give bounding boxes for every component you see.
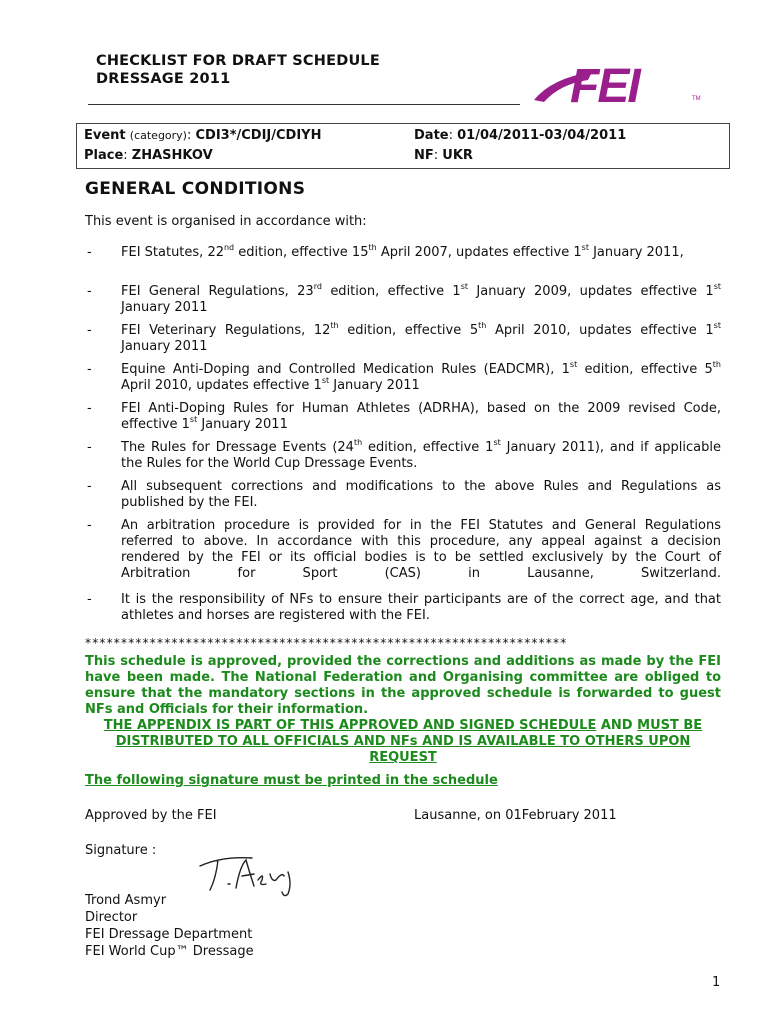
nf-field: NF: UKR [414,148,473,163]
signatory-title: Director [85,910,138,925]
ordinal-suffix: st [713,321,721,330]
signature-notice-text: The following signature must be printed in the schedule [85,773,498,788]
text-segment: edition, effective 5 [338,323,479,338]
place-label: Place [84,148,124,163]
text-segment: edition, effective 15 [234,245,369,260]
text-segment: FEI Veterinary Regulations, 12 [121,323,331,338]
place-date: Lausanne, on 01February 2011 [414,808,617,823]
handwritten-signature [192,844,298,898]
text-segment: All subsequent corrections and modifications to the above Rules and Regulations as published by the FEI. [121,479,721,510]
logo-text: FEI [570,60,639,108]
list-dash: - [87,592,92,607]
text-segment: January 2011 [121,300,208,315]
text-segment: It is the responsibility of NFs to ensure their participants are of the correct age, and that athletes and horses are registered with the FEI. [121,592,721,623]
ordinal-suffix: st [493,438,501,447]
text-segment: January 2011), and if applicable the Rules for the World Cup Dressage Events. [121,440,721,471]
condition-text [121,440,721,472]
list-dash: - [87,518,92,533]
condition-text [121,323,721,355]
text-segment: FEI Anti-Doping Rules for Human Athletes (ADRHA), based on the 2009 revised Code, effective 1 [121,401,721,432]
event-label: Event [84,128,126,143]
condition-text [121,284,721,316]
ordinal-suffix: th [478,321,487,330]
list-dash: - [87,401,92,416]
signatory-program: FEI World Cup™ Dressage [85,944,254,959]
condition-item [85,284,721,316]
place-field: Place: ZHASHKOV [84,148,213,163]
text-segment: January 2011 [197,417,288,432]
fei-logo [532,58,702,108]
text-segment: Equine Anti-Doping and Controlled Medication Rules (EADCMR), 1 [121,362,570,377]
condition-item [85,518,721,582]
text-segment: January 2011, [588,245,684,260]
list-dash: - [87,362,92,377]
event-info-box [76,123,730,169]
logo-tm-mark: TM [692,96,701,102]
ordinal-suffix: th [368,243,377,252]
text-segment: edition, effective 5 [577,362,713,377]
condition-text [121,479,721,511]
list-dash: - [87,440,92,455]
header-rule [88,104,520,105]
appendix-and: AND [596,718,638,733]
ordinal-suffix: st [460,282,469,291]
text-segment: April 2007, updates effective 1 [376,245,582,260]
text-segment: April 2010, updates effective 1 [486,323,714,338]
text-segment: edition, effective 1 [362,440,494,455]
text-segment: FEI General Regulations, 23 [121,284,314,299]
ordinal-suffix: th [353,438,363,447]
condition-item [85,401,721,433]
ordinal-suffix: th [712,360,721,369]
nf-value: UKR [442,148,473,163]
event-field: Event (category): CDI3*/CDIJ/CDIYH [84,128,322,143]
separator-stars: ******************************************************************* [85,636,568,650]
approved-by: Approved by the FEI [85,808,217,823]
ordinal-suffix: st [321,376,330,385]
general-conditions-heading: GENERAL CONDITIONS [85,179,306,199]
appendix-notice [85,718,721,766]
nf-label: NF [414,148,434,163]
page-number: 1 [712,975,721,990]
condition-item [85,479,721,511]
text-segment: FEI Statutes, 22 [121,245,224,260]
document-title [96,52,380,88]
ordinal-suffix: st [569,360,578,369]
ordinal-suffix: st [713,282,721,291]
text-segment: January 2011 [329,378,420,393]
text-segment: edition, effective 1 [321,284,461,299]
category-label: (category) [129,129,187,142]
condition-text [121,401,721,433]
condition-text [121,245,721,261]
event-value: CDI3*/CDIJ/CDIYH [195,128,322,143]
list-dash: - [87,284,92,299]
condition-text [121,362,721,394]
ordinal-suffix: st [581,243,589,252]
list-dash: - [87,323,92,338]
ordinal-suffix: nd [223,243,235,252]
approval-statement: This schedule is approved, provided the corrections and additions as made by the FEI have been made. The National Federation and Organising committee are obliged to ensure that the mandatory sections in the approved schedule is forwarded to guest NFs and Officials for their information. [85,654,721,717]
text-segment: January 2011 [121,339,208,354]
general-conditions-intro: This event is organised in accordance with: [85,214,367,229]
title-line-2: DRESSAGE 2011 [96,71,231,87]
date-field: Date: 01/04/2011-03/04/2011 [414,128,627,143]
list-dash: - [87,245,92,260]
ordinal-suffix: st [189,415,198,424]
condition-item [85,440,721,472]
list-dash: - [87,479,92,494]
condition-item [85,245,721,261]
appendix-part-1: THE APPENDIX IS PART OF THIS APPROVED AND SIGNED SCHEDULE [103,718,597,733]
signatory-department: FEI Dressage Department [85,927,253,942]
condition-text [121,518,721,582]
text-segment: January 2009, updates effective 1 [468,284,714,299]
condition-item [85,592,721,624]
title-line-1: CHECKLIST FOR DRAFT SCHEDULE [96,53,380,69]
condition-text [121,592,721,624]
condition-item [85,323,721,355]
date-label: Date [414,128,449,143]
ordinal-suffix: th [330,321,339,330]
date-value: 01/04/2011-03/04/2011 [457,128,627,143]
place-value: ZHASHKOV [131,148,213,163]
condition-item [85,362,721,394]
appendix-part-2: MUST BE DISTRIBUTED TO ALL OFFICIALS AND NFs AND IS AVAILABLE TO OTHERS UPON REQUEST [115,718,703,765]
ordinal-suffix: rd [313,282,322,291]
signatory-name: Trond Asmyr [85,893,167,908]
signature-notice [85,773,721,789]
signature-label: Signature : [85,843,157,858]
text-segment: The Rules for Dressage Events (24 [121,440,354,455]
text-segment: An arbitration procedure is provided for in the FEI Statutes and General Regulations referred to above. In accordance with this procedure, any appeal against a decision rendered by the FEI or its official bodies is to be settled exclusively by the Court of Arbitration for Sport (CAS) in Lausanne, Switzerland. [121,518,721,581]
text-segment: April 2010, updates effective 1 [121,378,322,393]
